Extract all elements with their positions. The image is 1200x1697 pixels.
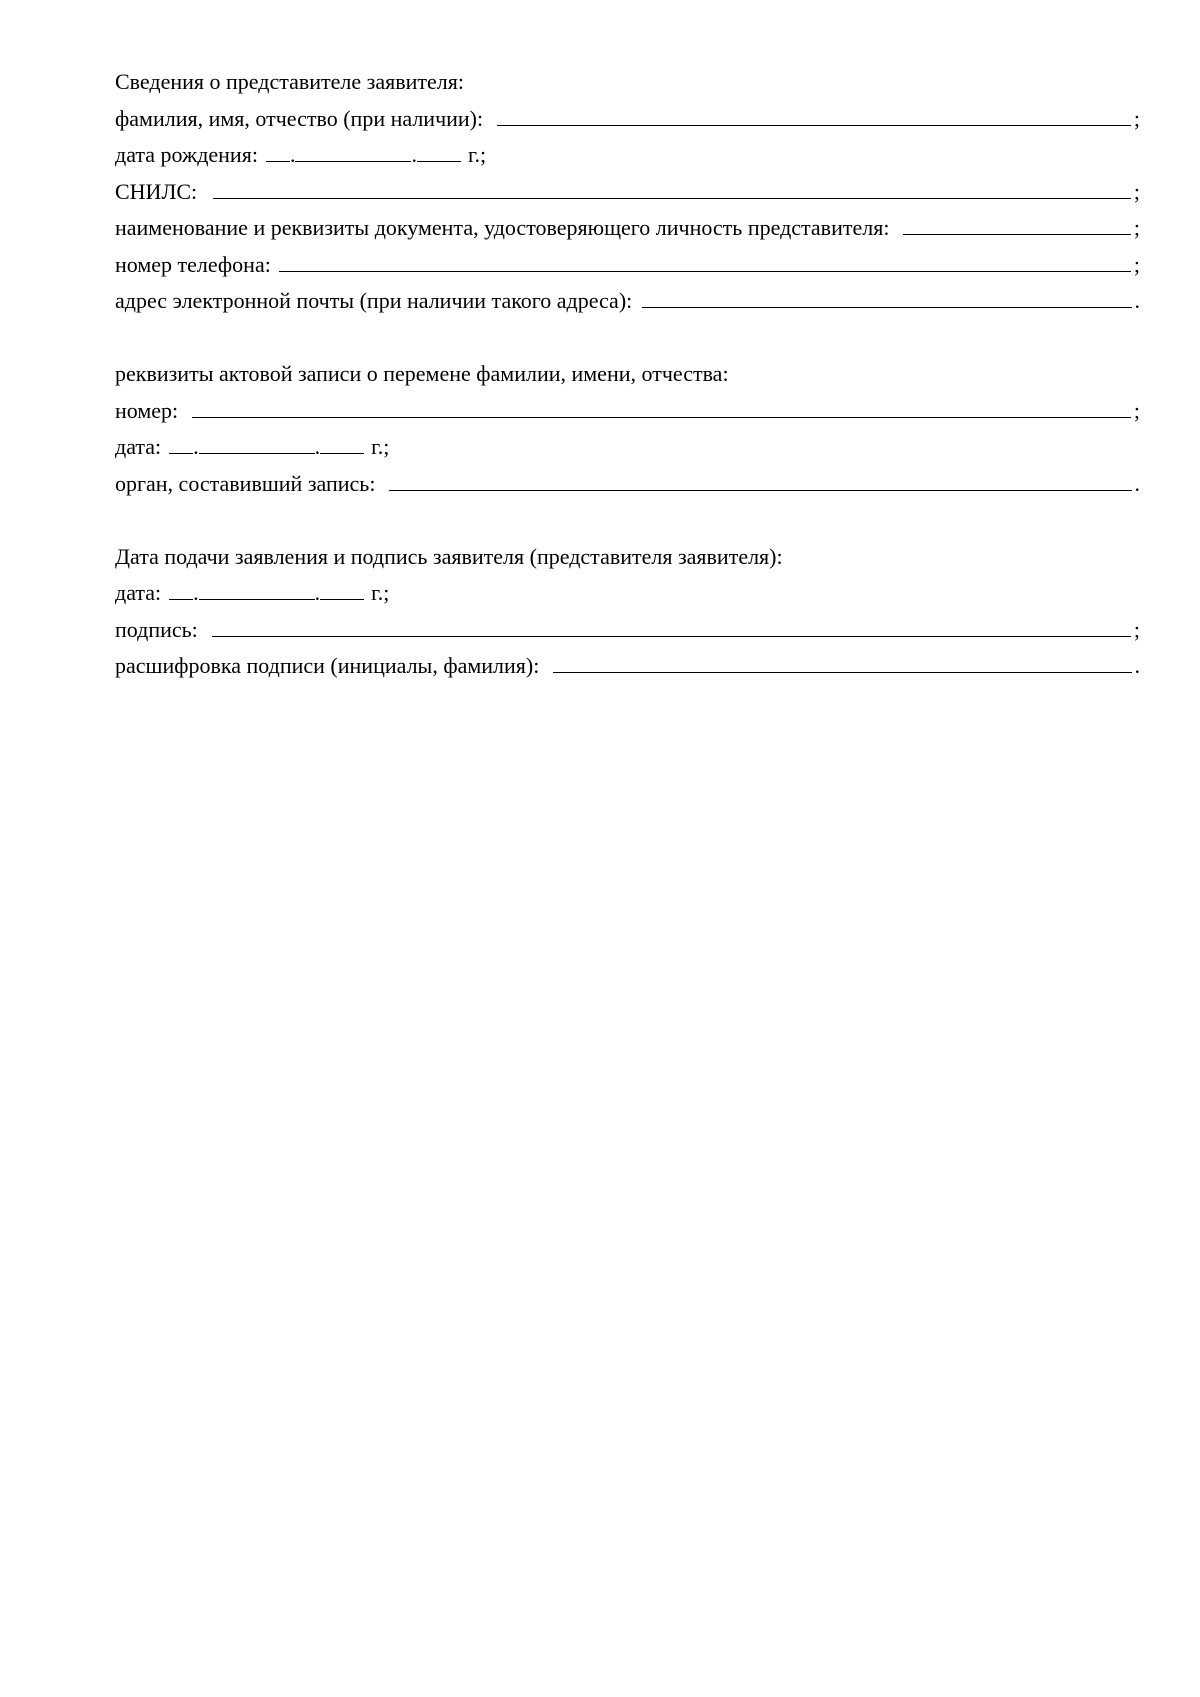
rep-email-row — [115, 283, 1140, 320]
act-organ-label: орган, составивший запись: — [115, 470, 376, 496]
rep-birth-dot-1: . — [289, 142, 296, 167]
rep-birth-year-field[interactable] — [417, 141, 461, 162]
rep-birth-day-field[interactable] — [266, 141, 290, 162]
rep-snils-terminator: ; — [1133, 178, 1140, 204]
signature-row — [115, 612, 1140, 649]
sign-section-heading: Дата подачи заявления и подпись заявителя (представителя заявителя): — [115, 543, 783, 569]
act-date-month-field[interactable] — [199, 433, 315, 454]
rep-phone-row — [115, 247, 1140, 284]
rep-email-terminator: . — [1134, 288, 1140, 313]
act-number-terminator: ; — [1133, 397, 1140, 423]
sign-date-year-suffix: г.; — [371, 580, 390, 605]
rep-birth-dot-2: . — [411, 142, 417, 167]
act-number-label: номер: — [115, 397, 179, 423]
rep-birth-year-suffix: г.; — [467, 142, 487, 167]
rep-birth-label: дата рождения: — [115, 142, 258, 167]
signature-field[interactable] — [212, 616, 1131, 637]
act-date-dot-1: . — [193, 434, 199, 459]
signature-decoding-label: расшифровка подписи (инициалы, фамилия): — [115, 653, 540, 678]
rep-email-label: адрес электронной почты (при наличии такого адреса): — [115, 288, 633, 313]
rep-fio-label: фамилия, имя, отчество (при наличии): — [115, 105, 484, 131]
sign-date-month-field[interactable] — [199, 579, 315, 600]
rep-doc-row — [115, 210, 1140, 247]
sign-date-dot-2: . — [314, 580, 321, 605]
act-date-row — [115, 429, 1140, 466]
rep-email-field[interactable] — [642, 287, 1131, 308]
act-date-year-field[interactable] — [320, 433, 364, 454]
act-organ-row — [115, 466, 1140, 503]
rep-doc-label: наименование и реквизиты документа, удостоверяющего личность представителя: — [115, 215, 890, 240]
signature-decoding-field[interactable] — [553, 652, 1131, 673]
signature-decoding-terminator: . — [1134, 653, 1140, 678]
sign-date-row — [115, 575, 1140, 612]
signature-label: подпись: — [115, 616, 198, 642]
act-number-field[interactable] — [192, 397, 1131, 418]
rep-phone-field[interactable] — [279, 251, 1131, 272]
rep-phone-label: номер телефона: — [115, 251, 271, 277]
act-date-label: дата: — [115, 434, 162, 459]
rep-fio-row — [115, 101, 1140, 138]
rep-snils-row — [115, 174, 1140, 211]
act-section-heading: реквизиты актовой записи о перемене фамилии, имени, отчества: — [115, 361, 729, 386]
rep-birth-month-field[interactable] — [295, 141, 411, 162]
rep-doc-terminator: ; — [1133, 215, 1140, 240]
rep-fio-terminator: ; — [1133, 105, 1140, 131]
signature-terminator: ; — [1133, 616, 1140, 642]
rep-phone-terminator: ; — [1133, 251, 1140, 277]
sign-date-day-field[interactable] — [169, 579, 193, 600]
sign-date-label: дата: — [115, 580, 162, 605]
rep-birth-row — [115, 137, 1140, 174]
sign-date-dot-1: . — [193, 580, 199, 605]
rep-snils-label: СНИЛС: — [115, 178, 198, 204]
act-organ-field[interactable] — [389, 470, 1131, 491]
document-page — [115, 64, 1140, 685]
act-date-dot-2: . — [314, 434, 321, 459]
sign-date-year-field[interactable] — [320, 579, 364, 600]
rep-section-heading: Сведения о представителе заявителя: — [115, 69, 464, 94]
rep-snils-field[interactable] — [213, 178, 1131, 199]
act-date-year-suffix: г.; — [371, 434, 390, 459]
rep-fio-field[interactable] — [497, 105, 1131, 126]
act-organ-terminator: . — [1134, 470, 1140, 496]
act-date-day-field[interactable] — [169, 433, 193, 454]
signature-decoding-row — [115, 648, 1140, 685]
rep-doc-field[interactable] — [903, 214, 1130, 235]
act-number-row — [115, 393, 1140, 430]
